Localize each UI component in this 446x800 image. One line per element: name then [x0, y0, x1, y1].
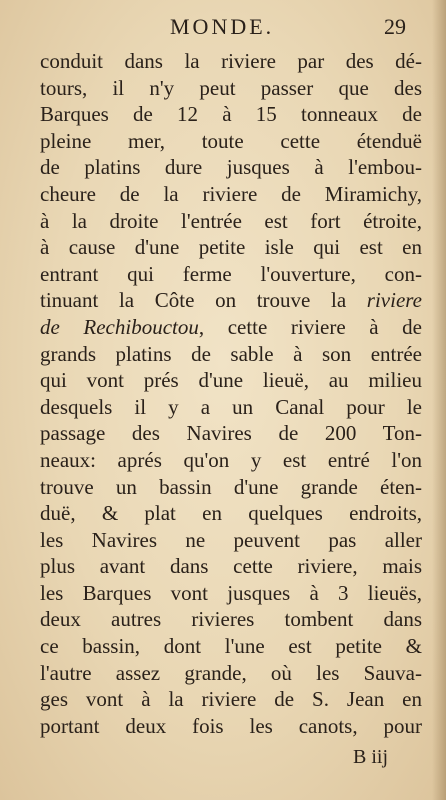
text-line: duë, & plat en quelques endroits,	[40, 501, 422, 526]
page-number: 29	[384, 14, 406, 39]
text-line: ges vont à la riviere de S. Jean en	[40, 687, 422, 712]
text-line: à cause d'une petite isle qui est en	[40, 235, 422, 260]
text-line	[40, 314, 422, 341]
text-line: desquels il y a un Canal pour le	[40, 394, 422, 419]
text-line: l'autre assez grande, où les Sauva-	[40, 660, 422, 685]
text-line: à la droite l'entrée est fort étroite,	[40, 208, 422, 233]
text-line: conduit dans la riviere par des dé-	[40, 49, 422, 73]
text-line: cheure de la riviere de Miramichy,	[40, 181, 422, 206]
text-line: ce bassin, dont l'une est petite &	[40, 634, 422, 659]
page-header	[0, 14, 446, 44]
text-line: de platins dure jusques à l'embou-	[40, 155, 422, 180]
page-footer	[353, 746, 388, 769]
text-line: les Barques vont jusques à 3 lieuës,	[40, 580, 422, 605]
text-line	[40, 287, 422, 314]
text-line: qui vont prés d'une lieuë, au milieu	[40, 368, 422, 393]
page-edge-shadow	[432, 0, 446, 800]
signature-mark: B iij	[352, 746, 388, 768]
text-line: grands platins de sable à son entrée	[40, 341, 422, 366]
text-segment: , cette riviere à de	[198, 314, 422, 339]
text-line: portant deux fois les canots, pour	[40, 713, 422, 738]
text-line: pleine mer, toute cette étenduë	[40, 128, 422, 153]
text-line: les Navires ne peuvent pas aller	[40, 527, 422, 552]
body-text	[40, 48, 422, 739]
text-line: neaux: aprés qu'on y est entré l'on	[40, 447, 422, 472]
text-line: trouve un bassin d'une grande éten-	[40, 474, 422, 499]
text-line: tours, il n'y peut passer que des	[40, 75, 422, 100]
italic-place-name: de Rechibouctou	[40, 314, 199, 339]
text-segment: tinuant la Côte on trouve la	[40, 288, 367, 313]
text-line: plus avant dans cette riviere, mais	[40, 554, 422, 579]
text-line: passage des Navires de 200 Ton-	[40, 421, 422, 446]
text-line: entrant qui ferme l'ouverture, con-	[40, 261, 422, 286]
italic-place-name: riviere	[366, 288, 422, 313]
running-head: MONDE.	[170, 14, 275, 39]
text-line: Barques de 12 à 15 tonneaux de	[40, 102, 422, 127]
text-line: deux autres rivieres tombent dans	[40, 607, 422, 632]
